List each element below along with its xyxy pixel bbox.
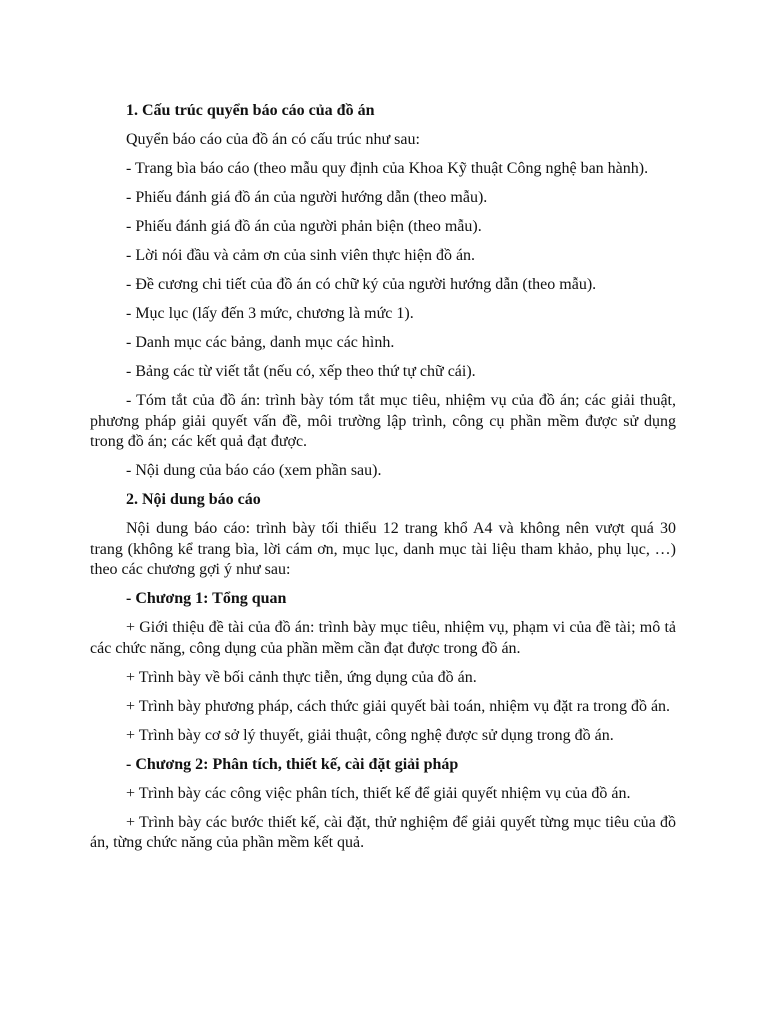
list-item-detailed-outline: - Đề cương chi tiết của đồ án có chữ ký của người hướng dẫn (theo mẫu). bbox=[126, 276, 597, 293]
chapter-1-item-method: + Trình bày phương pháp, cách thức giải quyết bài toán, nhiệm vụ đặt ra trong đồ án. bbox=[126, 697, 671, 715]
list-item-reviewer-evaluation: - Phiếu đánh giá đồ án của người phản biện (theo mẫu). bbox=[126, 218, 482, 235]
section-heading-report-content: 2. Nội dung báo cáo bbox=[126, 491, 261, 508]
list-item-table-of-contents: - Mục lục (lấy đến 3 mức, chương là mức 1). bbox=[126, 305, 414, 322]
chapter-heading-1: - Chương 1: Tổng quan bbox=[126, 590, 287, 607]
chapter-1-item-topic-intro: + Giới thiệu đề tài của đồ án: trình bày mục tiêu, nhiệm vụ, phạm vi của đề tài; mô tả các chức năng, công dụng của phần mềm cần đạt được trong đồ án. bbox=[90, 619, 676, 657]
list-item-abbreviations: - Bảng các từ viết tắt (nếu có, xếp theo thứ tự chữ cái). bbox=[126, 363, 476, 380]
document-body bbox=[90, 101, 676, 862]
paragraph-structure-intro: Quyển báo cáo của đồ án có cấu trúc như sau: bbox=[126, 131, 420, 148]
list-item-report-content: - Nội dung của báo cáo (xem phần sau). bbox=[126, 462, 382, 479]
paragraph-content-intro: Nội dung báo cáo: trình bày tối thiểu 12 trang khổ A4 và không nên vượt quá 30 trang (không kể trang bìa, lời cám ơn, mục lục, danh mục tài liệu tham khảo, phụ lục, …) theo các chương gợi ý như sau: bbox=[90, 520, 676, 578]
chapter-1-item-context: + Trình bày về bối cảnh thực tiễn, ứng dụng của đồ án. bbox=[126, 668, 477, 686]
chapter-2-item-analysis: + Trình bày các công việc phân tích, thiết kế để giải quyết nhiệm vụ của đồ án. bbox=[126, 784, 631, 802]
list-item-summary: - Tóm tắt của đồ án: trình bày tóm tắt mục tiêu, nhiệm vụ của đồ án; các giải thuật, phương pháp giải quyết vấn đề, môi trường lập trình, công cụ phần mềm được sử dụng trong đồ án; các kết quả đạt được. bbox=[90, 392, 676, 450]
list-item-supervisor-evaluation: - Phiếu đánh giá đồ án của người hướng dẫn (theo mẫu). bbox=[126, 189, 488, 206]
list-item-lists-of-tables-figures: - Danh mục các bảng, danh mục các hình. bbox=[126, 334, 395, 351]
list-item-cover-page: - Trang bìa báo cáo (theo mẫu quy định của Khoa Kỹ thuật Công nghệ ban hành). bbox=[126, 160, 649, 177]
chapter-1-item-theory: + Trình bày cơ sở lý thuyết, giải thuật, công nghệ được sử dụng trong đồ án. bbox=[126, 726, 614, 744]
list-item-preface: - Lời nói đầu và cảm ơn của sinh viên thực hiện đồ án. bbox=[126, 247, 476, 264]
section-heading-report-structure: 1. Cấu trúc quyển báo cáo của đồ án bbox=[126, 102, 375, 119]
chapter-2-item-implementation: + Trình bày các bước thiết kế, cài đặt, thử nghiệm để giải quyết từng mục tiêu của đồ án, từng chức năng của phần mềm kết quả. bbox=[90, 813, 676, 851]
chapter-heading-2: - Chương 2: Phân tích, thiết kế, cài đặt giải pháp bbox=[126, 755, 459, 773]
